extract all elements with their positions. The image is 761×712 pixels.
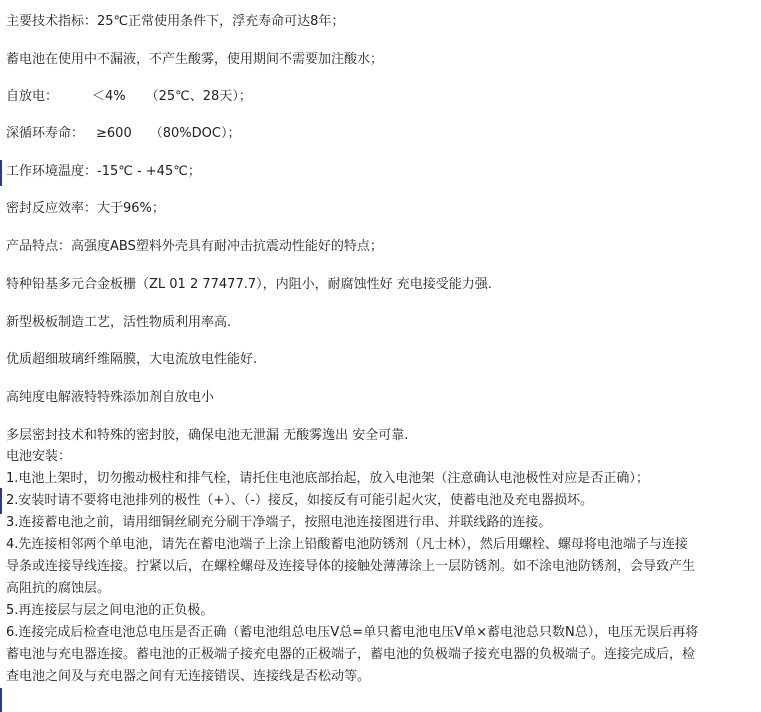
- spec-no-leak-line: 蓄电池在使用中不漏液，不产生酸雾，使用期间不需要加注酸水；: [6, 52, 384, 67]
- left-edge-marker: [0, 160, 2, 186]
- install-line: 4.先连接相邻两个单电池，请先在蓄电池端子上涂上铅酸蓄电池防锈剂（凡士林），然后用螺栓、螺母将电池端子与连接: [6, 537, 688, 552]
- install-line: 蓄电池与充电器连接。蓄电池的正极端子接充电器的正极端子，蓄电池的负极端子接充电器的负极端子。连接完成后，检: [6, 647, 696, 662]
- spec-self-discharge-line: [6, 89, 252, 105]
- install-line: 3.连接蓄电池之前，请用细铜丝刷充分刷干净端子，按照电池连接图进行串、并联线路的连接。: [6, 515, 552, 530]
- cycle-value: ≥600: [96, 126, 132, 141]
- spec-separator-line: 优质超细玻璃纤维隔膜，大电流放电性能好.: [6, 352, 258, 367]
- left-edge-marker: [0, 688, 2, 712]
- cycle-label: 深循环寿命：: [6, 126, 85, 141]
- spec-temp-line: 工作环境温度：-15℃ - +45℃；: [6, 164, 201, 179]
- spec-electrolyte-line: 高纯度电解液特特殊添加剂自放电小: [6, 390, 215, 405]
- spec-feature-line: 产品特点：高强度ABS塑料外壳具有耐冲击抗震动性能好的特点；: [6, 239, 383, 254]
- install-line: 2.安装时请不要将电池排列的极性（+）、（-）接反，如接反有可能引起火灾，使蓄电池及充电器损坏。: [6, 493, 593, 508]
- spec-alloy-line: 特种铅基多元合金板栅（ZL 01 2 77477.7），内阻小，耐腐蚀性好 充电接受能力强.: [6, 277, 492, 292]
- cycle-note: （80%DOC）；: [149, 126, 241, 141]
- install-line: 5.再连接层与层之间电池的正负极。: [6, 603, 214, 618]
- self-discharge-note: （25℃、28天）；: [145, 89, 252, 104]
- install-line: 6.连接完成后检查电池总电压是否正确（蓄电池组总电压V总=单只蓄电池电压V单×蓄电池总只数N总），电压无误后再将: [6, 625, 699, 640]
- self-discharge-label: 自放电：: [6, 89, 59, 104]
- install-line: 1.电池上架时，切勿搬动极柱和排气栓，请托住电池底部抬起，放入电池架（注意确认电池极性对应是否正确）；: [6, 471, 649, 486]
- spec-seal-line: 多层密封技术和特殊的密封胶，确保电池无泄漏 无酸雾逸出 安全可靠.: [6, 428, 409, 443]
- spec-plate-line: 新型极板制造工艺，活性物质利用率高.: [6, 315, 232, 330]
- spec-tech-line: 主要技术指标：25℃正常使用条件下，浮充寿命可达8年；: [6, 14, 345, 29]
- spec-cycle-line: [6, 126, 240, 142]
- install-line: 导条或连接导线连接。拧紧以后，在螺栓螺母及连接导体的接触处薄薄涂上一层防锈剂。如不涂电池防锈剂，会导致产生: [6, 559, 696, 574]
- install-line: 高阻抗的腐蚀层。: [6, 581, 111, 596]
- self-discharge-value: ＜4%: [92, 89, 126, 104]
- spec-efficiency-line: 密封反应效率：大于96%；: [6, 201, 165, 216]
- left-edge-marker: [0, 488, 2, 514]
- install-title: 电池安装：: [6, 449, 72, 464]
- install-line: 查电池之间及与充电器之间有无连接错误、连接线是否松动等。: [6, 669, 371, 684]
